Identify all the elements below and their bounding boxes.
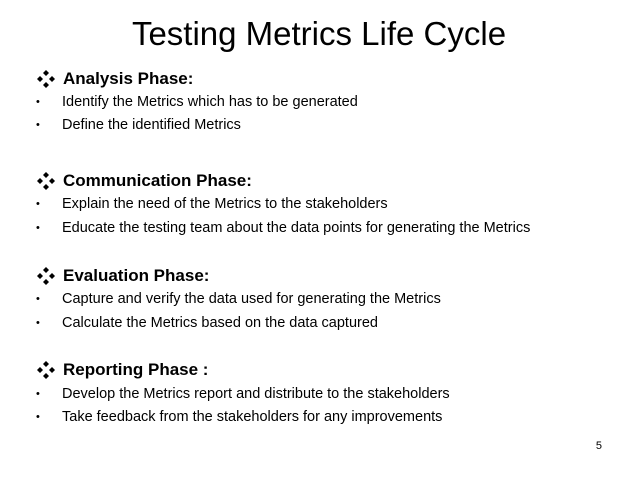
four-diamond-bullet-icon [36,171,56,191]
list-item-text: Educate the testing team about the data points for generating the Metrics [62,220,531,236]
list-item [36,115,241,135]
list-item [36,407,442,427]
list-item [36,194,388,214]
phase-heading-reporting [36,358,208,382]
bullet-dot: • [36,198,40,210]
four-diamond-bullet-icon [36,360,56,380]
bullet-dot: • [36,317,40,329]
bullet-dot: • [36,222,40,234]
list-item [36,313,378,333]
bullet-dot: • [36,293,40,305]
list-item [36,384,450,404]
page-number: 5 [595,440,602,452]
phase-heading-communication [36,169,252,193]
phase-heading-evaluation [36,264,209,288]
list-item-text: Capture and verify the data used for generating the Metrics [62,291,441,307]
phase-heading-analysis [36,67,193,91]
phase-title: Communication Phase: [63,171,252,190]
list-item [36,218,530,238]
four-diamond-bullet-icon [36,69,56,89]
list-item [36,92,358,112]
list-item-text: Calculate the Metrics based on the data captured [62,315,378,331]
four-diamond-bullet-icon [36,266,56,286]
bullet-dot: • [36,96,40,108]
bullet-dot: • [36,119,40,131]
slide-title: Testing Metrics Life Cycle [131,15,507,52]
list-item-text: Take feedback from the stakeholders for any improvements [62,409,443,425]
list-item-text: Identify the Metrics which has to be generated [62,94,358,110]
list-item-text: Explain the need of the Metrics to the stakeholders [62,196,388,212]
phase-title: Reporting Phase : [63,360,209,379]
list-item-text: Define the identified Metrics [62,117,241,133]
bullet-dot: • [36,411,40,423]
phase-title: Analysis Phase: [63,69,194,88]
list-item [36,289,441,309]
phase-title: Evaluation Phase: [63,266,210,285]
bullet-dot: • [36,388,40,400]
list-item-text: Develop the Metrics report and distribute to the stakeholders [62,386,450,402]
